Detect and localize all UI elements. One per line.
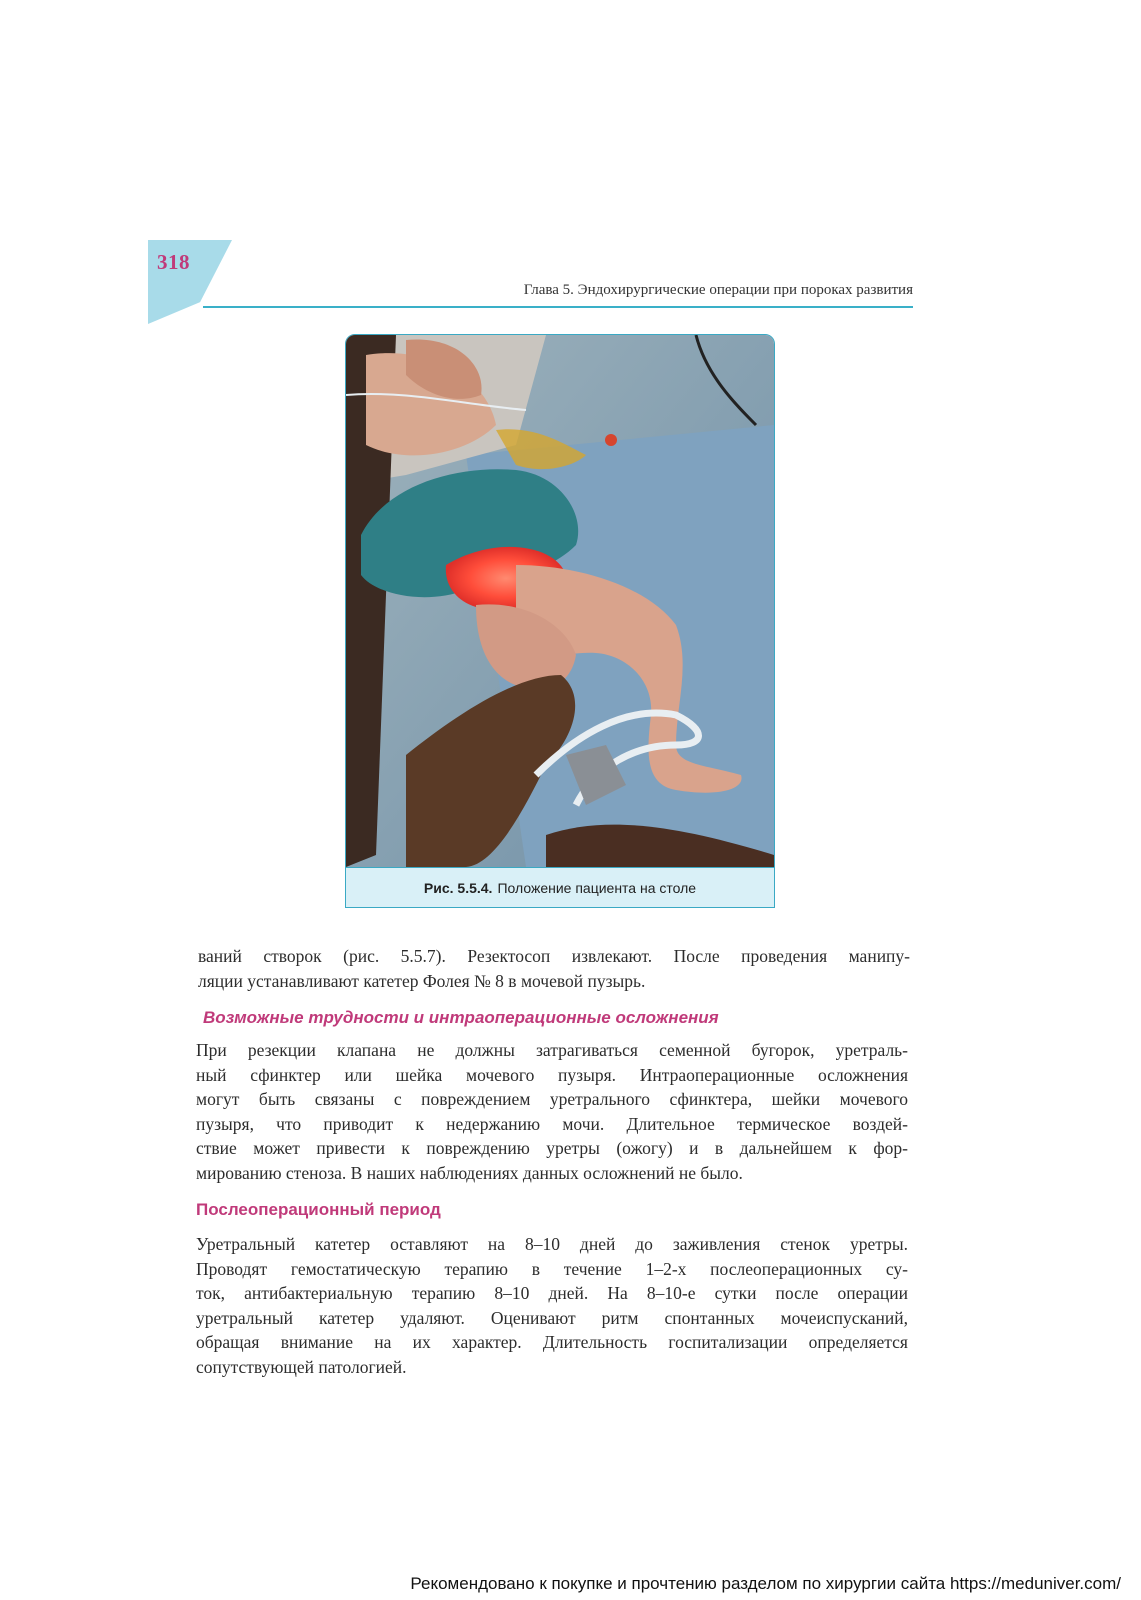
footer-note: Рекомендовано к покупке и прочтению разделом по хирургии сайта https://meduniver.com/ [410, 1574, 1121, 1593]
text-line: уретральный катетер удаляют. Оценивают ритм спонтанных мочеиспусканий, [196, 1307, 908, 1328]
paragraph-complications [196, 1038, 908, 1185]
figure-caption [346, 867, 774, 908]
figure-caption-label: Рис. 5.5.4. [423, 880, 493, 896]
text-line: ствие может привести к повреждению уретры (ожогу) и в дальнейшем к фор- [196, 1138, 908, 1158]
text-line: Уретральный катетер оставляют на 8–10 дней до заживления стенок уретры. [196, 1234, 908, 1254]
text-line: сопутствующей патологией. [196, 1356, 407, 1377]
text-line: могут быть связаны с повреждением уретрального сфинктера, шейки мочевого [196, 1089, 908, 1109]
figure-photo [346, 335, 774, 867]
header-rule [203, 306, 913, 308]
text-line: Проводят гемостатическую терапию в течение 1–2-х послеоперационных су- [196, 1258, 908, 1279]
running-header: Глава 5. Эндохирургические операции при пороках развития [523, 282, 913, 298]
text-line: ляции устанавливают катетер Фолея № 8 в мочевой пузырь. [198, 970, 646, 991]
section-title-postoperative: Послеоперационный период [196, 1200, 441, 1219]
page-number: 318 [157, 250, 190, 274]
text-line: При резекции клапана не должны затрагиваться семенной бугорок, уретраль- [196, 1040, 908, 1060]
text-line: ток, антибактериальную терапию 8–10 дней. На 8–10-е сутки после операции [196, 1283, 908, 1303]
figure [345, 334, 775, 908]
text-line: обращая внимание на их характер. Длительность госпитализации определяется [196, 1332, 908, 1352]
text-line: ный сфинктер или шейка мочевого пузыря. Интраоперационные осложнения [196, 1064, 908, 1085]
text-line: мированию стеноза. В наших наблюдениях данных осложнений не было. [196, 1162, 743, 1183]
paragraph-postoperative [196, 1232, 908, 1379]
section-title-complications: Возможные трудности и интраоперационные осложнения [203, 1008, 719, 1027]
figure-caption-text: Положение пациента на столе [497, 880, 697, 896]
text-line: пузыря, что приводит к недержанию мочи. Длительное термическое воздей- [196, 1113, 908, 1134]
paragraph-continued [198, 944, 910, 993]
text-line: ваний створок (рис. 5.5.7). Резектосоп извлекают. После проведения манипу- [198, 946, 910, 966]
